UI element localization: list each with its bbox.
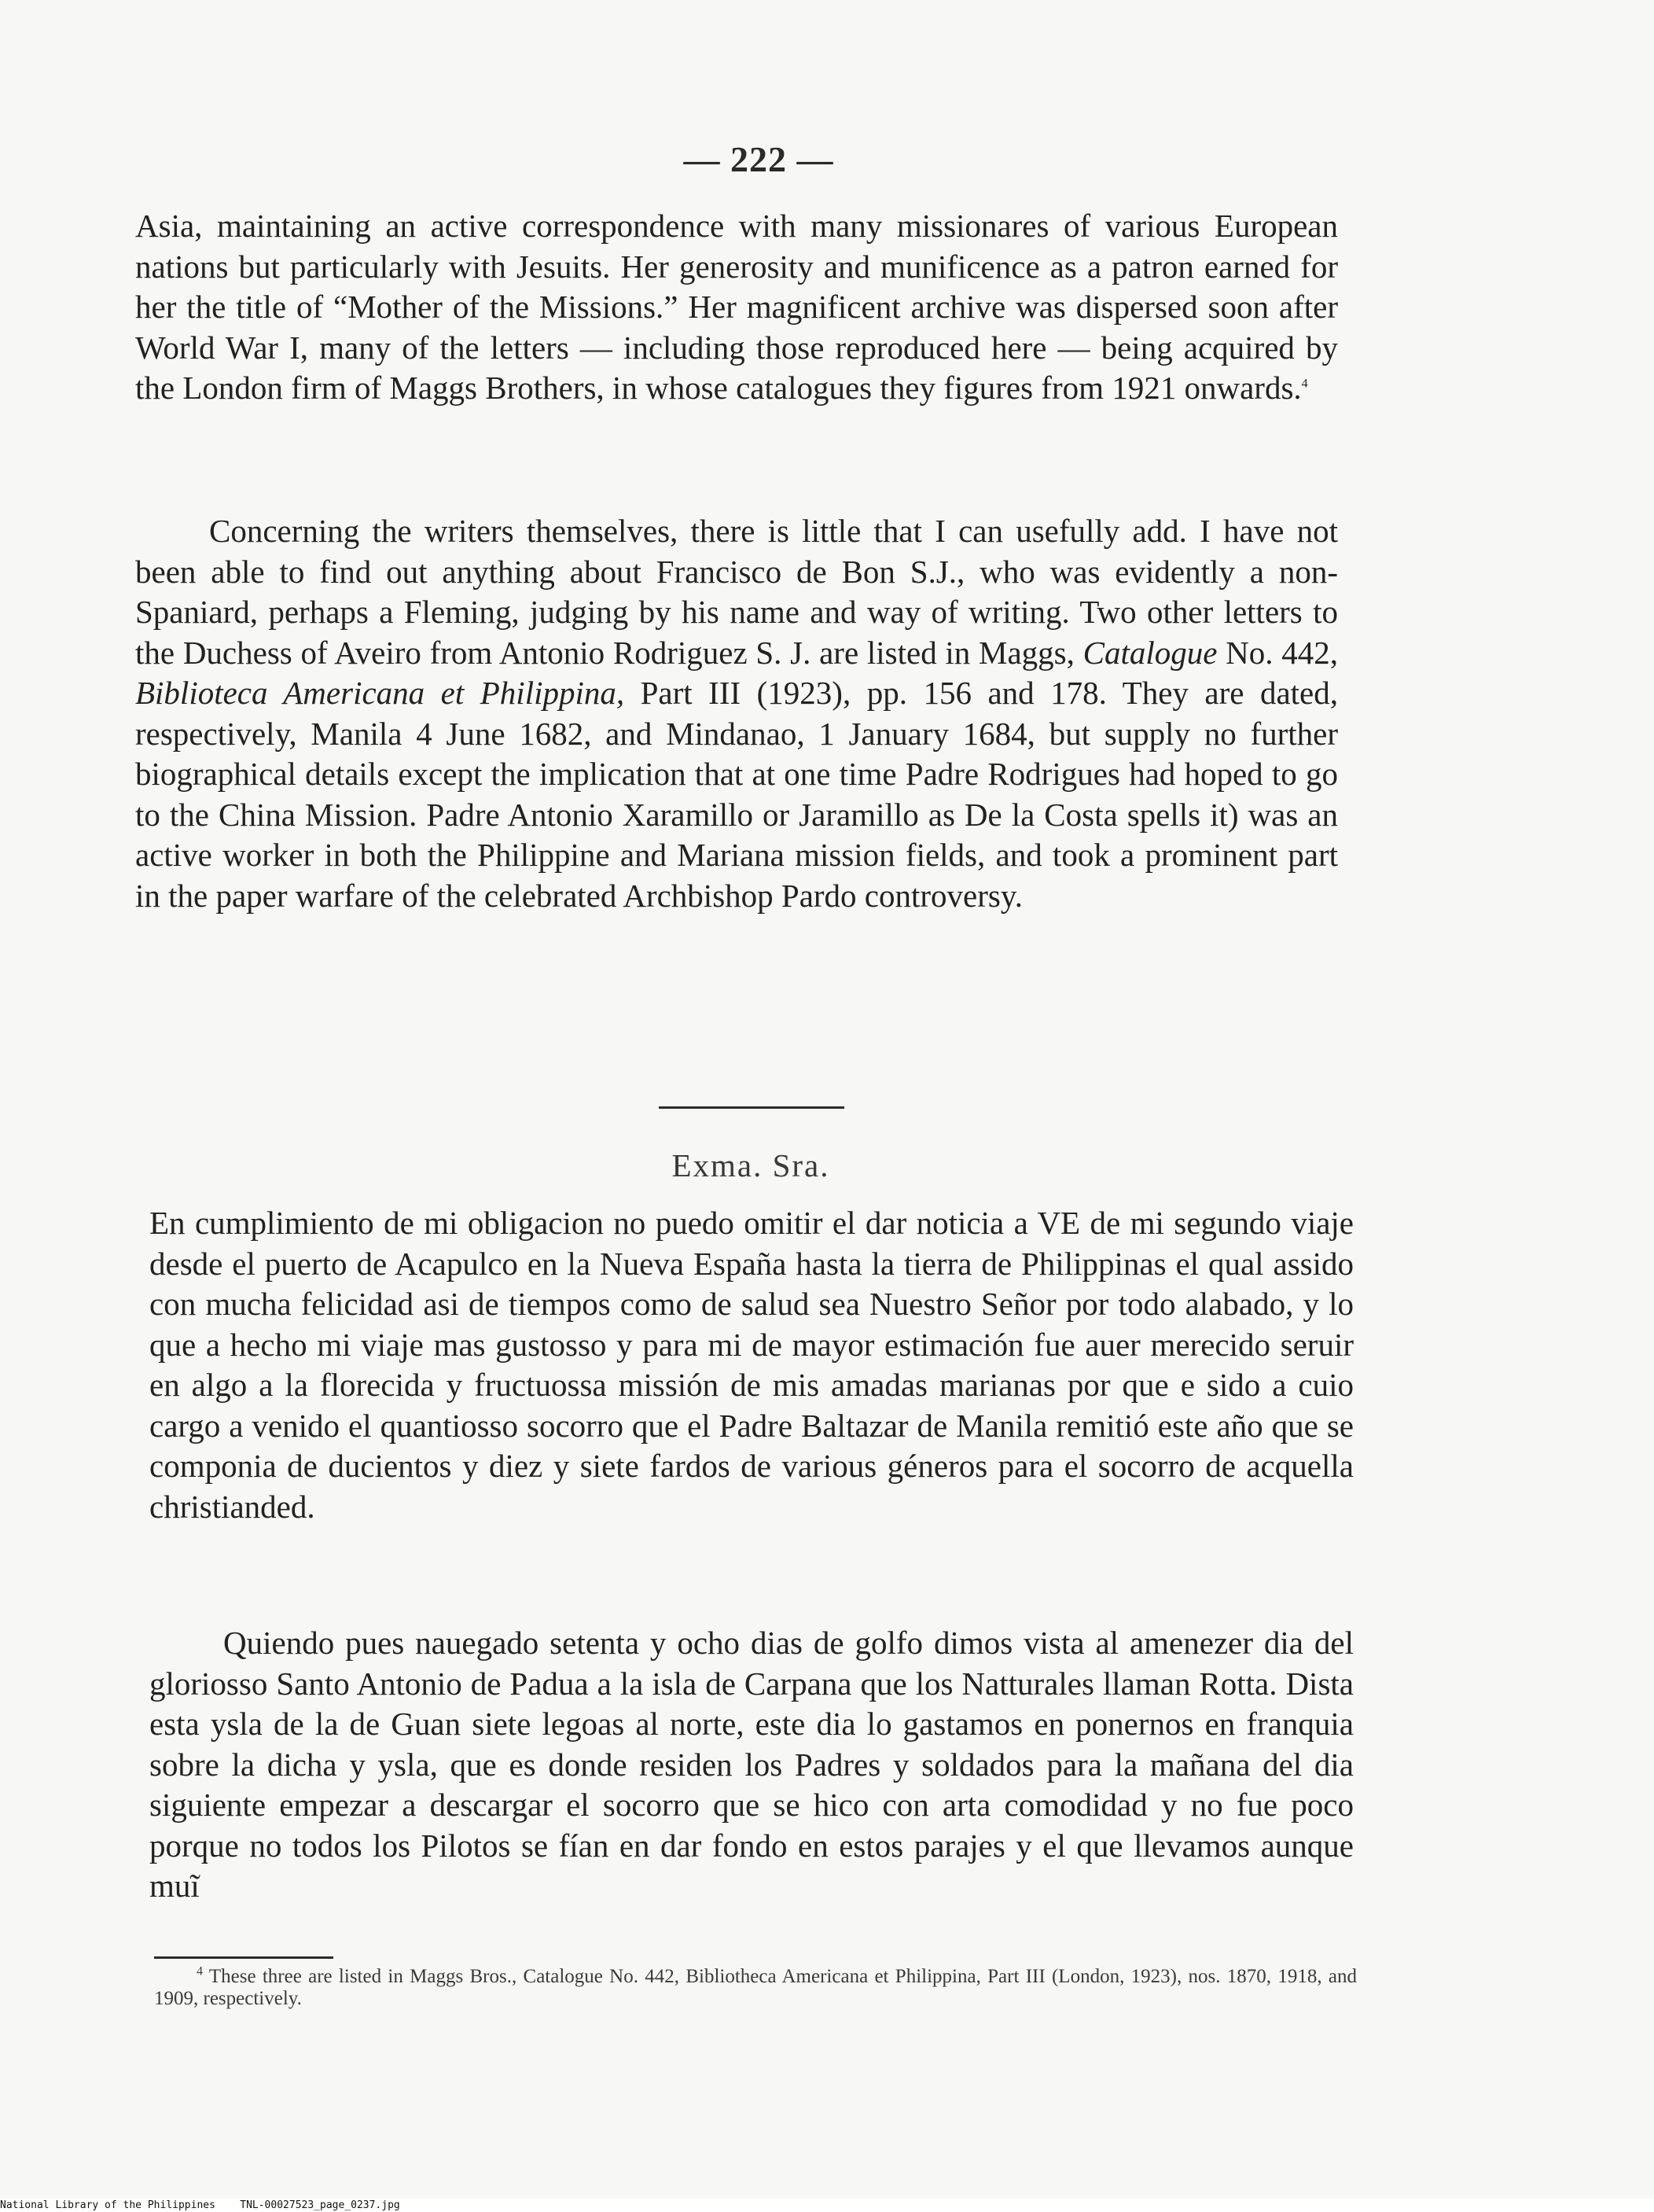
- biblioteca-title: Biblioteca Americana et Philippina,: [135, 675, 625, 711]
- catalogue-title: Catalogue: [1082, 634, 1218, 671]
- letter-paragraph-2: Quiendo pues nauegado setenta y ocho dias de golfo dimos vista al amenezer dia del gloriosso Santo Antonio de Padua a la isla de Carpana que los Natturales llaman Rotta. Dista esta ysla de la de Guan siete legoas al norte, este dia lo gastamos en ponernos en franquia sobre la dicha y ysla, que es donde residen los Padres y soldados para la mañana del dia siguiente empezar a descargar el socorro que se hico con arta comodidad y no fue poco porque no todos los Pilotos se fían en dar fondo en estos parajes y el que llevamos aunque muĩ: [149, 1625, 1354, 1904]
- section-divider: [659, 1106, 844, 1109]
- paragraph-writers-text-b: No. 442,: [1217, 634, 1339, 671]
- paragraph-intro: [135, 206, 1338, 409]
- footer-filename: TNL-00027523_page_0237.jpg: [240, 2199, 400, 2211]
- footnote-text: These three are listed in Maggs Bros., Catalogue No. 442, Bibliotheca Americana et Philippina, Part III (London, 1923), nos. 1870, 1918, and 1909, respectively.: [154, 1966, 1357, 2009]
- footnote: [154, 1966, 1357, 2010]
- footnote-divider: [154, 1956, 333, 1959]
- paragraph-writers: [135, 511, 1338, 916]
- footnote-reference: 4: [1301, 377, 1308, 391]
- paragraph-writers-text-a: Concerning the writers themselves, there is little that I can usefully add. I have not been able to find out anything about Francisco de Bon S.J., who was evidently a non-Spaniard, perhaps a Fleming, judging by his name and way of writing. Two other letters to the Duchess of Aveiro from Antonio Rodriguez S. J. are listed in Maggs,: [135, 513, 1338, 671]
- footnote-mark: 4: [197, 1964, 203, 1978]
- footer-library: National Library of the Philippines: [0, 2199, 215, 2211]
- paragraph-writers-text-c: Part III (1923), pp. 156 and 178. They are dated, respectively, Manila 4 June 1682, and Mindanao, 1 January 1684, but supply no further biographical details except the implication that at one time Padre Rodrigues had hoped to go to the China Mission. Padre Antonio Xaramillo or Jaramillo as De la Costa spells it) was an active worker in both the Philippine and Mariana mission fields, and took a prominent part in the paper warfare of the celebrated Archbishop Pardo controversy.: [135, 675, 1338, 914]
- letter-paragraph-1: En cumplimiento de mi obligacion no puedo omitir el dar noticia a VE de mi segundo viaje desde el puerto de Acapulco en la Nueva España hasta la tierra de Philippinas el qual assido con mucha felicidad asi de tiempos como de salud sea Nuestro Señor por todo alabado, y lo que a hecho mi viaje mas gustosso y para mi de mayor estimación fue auer merecido seruir en algo a la florecida y fructuossa missión de mis amadas marianas por que e sido a cuio cargo a venido el quantiosso socorro que el Padre Baltazar de Manila remitió este año que se componia de ducientos y diez y siete fardos de various géneros para el socorro de acquella christianded.: [149, 1205, 1354, 1525]
- page-number: — 222 —: [683, 139, 834, 179]
- letter-salutation: Exma. Sra.: [671, 1147, 830, 1183]
- paragraph-intro-text: Asia, maintaining an active correspondence with many missionares of various European nations but particularly with Jesuits. Her generosity and munificence as a patron earned for her the title of “Mother of the Missions.” Her magnificent archive was dispersed soon after World War I, many of the letters — including those reproduced here — being acquired by the London firm of Maggs Brothers, in whose catalogues they figures from 1921 onwards.: [135, 208, 1338, 406]
- scan-footer: [0, 2199, 1654, 2212]
